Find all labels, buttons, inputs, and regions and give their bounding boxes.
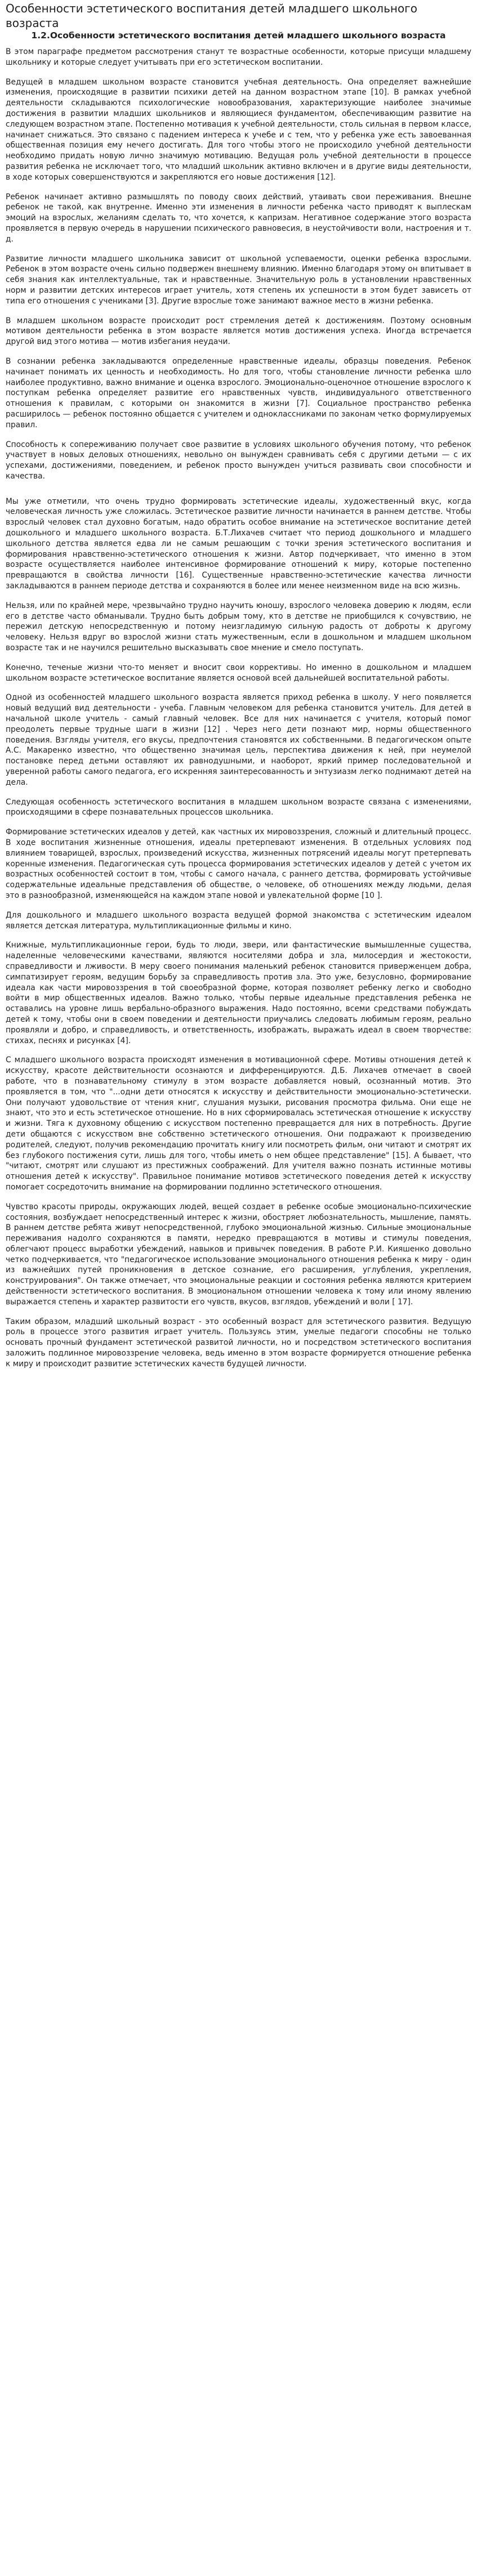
paragraph-emotions: Ребенок начинает активно размышлять по поводу своих действий, утаивать свои переживания. Внешне ребенок не такой, как внутренне. Именно эти изменения в личности ребенка часто приводят к выплескам эмоций на взрослых, желаниям сделать то, что хочется, к капризам. Негативное содержание этого возраста проявляется в первую очередь в нарушении психического равновесия, в неустойчивости воли, настроения и т. д. bbox=[6, 192, 471, 244]
paragraph-conclusion: Таким образом, младший школьный возраст - это особенный возраст для эстетического развития. Ведущую роль в процессе этого развития играет учитель. Пользуясь этим, умелые педагоги способны не только основать прочный фундамент эстетической развитой личности, но и посредством эстетического воспитания заложить подлинное мировоззрение человека, ведь именно в этом возрасте формируется отношение ребенка к миру и происходит развитие эстетических качеств будущей личности. bbox=[6, 1317, 471, 1368]
paragraph-personality: Развитие личности младшего школьника зависит от школьной успеваемости, оценки ребенка взрослыми. Ребенок в этом возрасте очень сильно подвержен внешнему влиянию. Именно благодаря этому он впитывает в себя знания как интеллектуальные, так и нравственные. Значительную роль в установлении нравственных норм и развитии детских интересов играет учитель, хотя степень их успешности в этом будет зависеть от типа его отношения с учениками [3]. Другие взрослые тоже занимают важное место в жизни ребенка. bbox=[6, 254, 471, 306]
paragraph-teacher: Одной из особенностей младшего школьного возраста является приход ребенка в школу. У него появляется новый ведущий вид деятельности - учеба. Главным человеком для ребенка становится учитель. Для детей в начальной школе учитель - самый главный человек. Все для них начинается с учителя, который помог преодолеть первые трудные шаги в жизни [12] . Через него дети познают мир, нормы общественного поведения. Взгляды учителя, его вкусы, предпочтения становятся их собственными. В педагогическом опыте А.С. Макаренко известно, что общественно значимая цель, перспектива движения к ней, при неумелой постановке перед детьми оставляют их равнодушными, и наоборот, яркий пример последовательной и уверенной работы самого педагога, его искренняя заинтересованность и энтузиазм легко поднимают детей на дела. bbox=[6, 693, 471, 787]
paragraph-intro: В этом параграфе предметом рассмотрения станут те возрастные особенности, которые присущи младшему школьнику и которые следует учитывать при его эстетическом воспитании. bbox=[6, 47, 471, 67]
paragraph-ideal-formation: Формирование эстетических идеалов у детей, как частных их мировоззрения, сложный и длительный процесс. В ходе воспитания жизненные отношения, идеалы претерпевают изменения. В отдельных условиях под влиянием товарищей, взрослых, произведений искусства, жизненных потрясений идеалы могут претерпевать коренные изменения. Педагогическая суть процесса формирования эстетических идеалов у детей с учетом их возрастных особенностей состоит в том, чтобы с самого начала, с раннего детства, формировать устойчивые содержательные идеальные представления об обществе, о человеке, об отношениях между людьми, делая это в разнообразной, изменяющейся на каждом этапе новой и увлекательной форме [10 ]. bbox=[6, 828, 471, 900]
paragraph-heroes: Книжные, мультипликационные герои, будь то люди, звери, или фантастические вымышленные существа, наделенные человеческими качествами, являются носителями добра и зла, милосердия и жестокости, справедливости и лживости. В меру своего понимания маленький ребенок становится приверженцем добра, симпатизирует героям, ведущим борьбу за справедливость против зла. Это уже, безусловно, формирование идеала как части мировоззрения в той своеобразной форме, которая позволяет ребенку легко и свободно войти в мир общественных идеалов. Важно только, чтобы первые идеальные представления ребенка не оставались на уровне лишь вербально-образного выражения. Надо постоянно, всеми средствами побуждать детей к тому, чтобы они в своем поведении и деятельности приучались следовать любимым героям, реально проявляли и добро, и справедливость, и ответственность, изображать, выражать идеал в своем творчестве: стихах, песнях и рисунках [4]. bbox=[6, 941, 471, 1045]
paragraph-life-changes: Конечно, теченые жизни что-то меняет и вносит свои коррективы. Но именно в дошкольном и младшем школьном возрасте эстетическое воспитание является основой всей дальнейшей воспитательной работы. bbox=[6, 663, 471, 683]
paragraph-aesthetic-ideals: Мы уже отметили, что очень трудно формировать эстетические идеалы, художественный вкус, когда человеческая личность уже сложилась. Эстетическое развитие личности начинается в раннем детстве. Чтобы взрослый человек стал духовно богатым, надо обратить особое внимание на эстетическое воспитание детей дошкольного и младшего школьного возраста. Б.Т.Лихачев считает что период дошкольного и младшего школьного детства является едва ли не самым решающим с точки зрения эстетического воспитания и формирования нравственно-эстетического отношения к жизни. Автор подчеркивает, что именно в этом возрасте осуществляется наиболее интенсивное формирование отношений к миру, которые постепенно превращаются в свойства личности [16]. Существенные нравственно-эстетические качества личности закладываются в раннем периоде детства и сохраняются в более или менее неизменном виде на всю жизнь. bbox=[6, 497, 471, 591]
paragraph-motivation: С младшего школьного возраста происходят изменения в мотивационной сфере. Мотивы отношения детей к искусству, красоте действительности осознаются и дифференцируются. Д.Б. Лихачев отмечает в своей работе, что в познавательному стимулу в этом возрасте добавляется новый, осознанный мотив. Это проявляется в том, что "...одни дети относятся к искусству и действительности эмоционально-эстетически. Они получают удовольствие от чтения книг, слушания музыки, рисования просмотра фильма. Они еще не знают, что это и есть эстетическое отношение. Но в них сформировалась эстетическая отношение к искусству и жизни. Тяга к духовному общению с искусством постепенно превращается для них в потребность. Другие дети общаются с искусством вне собственно эстетического отношения. Они подражают к произведению родителей, следуют, получив рекомендацию прочитать книгу или посмотреть фильм, они читают и смотрят их без глубокого постижения сути, лишь для того, чтобы иметь о нем общее представление" [15]. А бывает, что "читают, смотрят или слушают из престижных соображений. Для учителя важно познать истинные мотивы отношения детей к искусству". Правильное понимание мотивов эстетического поведения детей к искусству помогает сосредоточить внимание на формировании подлинно эстетического отношения. bbox=[6, 1056, 471, 1192]
paragraph-cognitive: Следующая особенность эстетического воспитания в младшем школьном возрасте связана с изменениями, происходящими в сфере познавательных процессов школьника. bbox=[6, 797, 471, 817]
paragraph-achievement: В младшем школьном возрасте происходит рост стремления детей к достижениям. Поэтому основным мотивом деятельности ребенка в этом возрасте является мотив достижения успеха. Иногда встречается другой вид этого мотива — мотив избегания неудачи. bbox=[6, 316, 471, 347]
paragraph-empathy: Способность к сопереживанию получает свое развитие в условиях школьного обучения потому, что ребенок участвует в новых деловых отношениях, невольно он вынужден сравнивать себя с другими детьми — с их успехами, достижениями, поведением, и ребенок просто вынужден учиться развивать свои способности и качества. bbox=[6, 440, 471, 481]
paragraph-leading-activity: Ведущей в младшем школьном возрасте становится учебная деятельность. Она определяет важнейшие изменения, происходящие в развитии психики детей на данном возрастном этапе [10]. В рамках учебной деятельности складываются психологические новообразования, характеризующие наиболее значимые достижения в развитии младших школьников и являющиеся фундаментом, обеспечивающим развитие на следующем возрастном этапе. Постепенно мотивация к учебной деятельности, столь сильная в первом классе, начинает снижаться. Это связано с падением интереса к учебе и с тем, что у ребенка уже есть завоеванная общественная позиция ему нечего достигать. Для того чтобы этого не происходило учебной деятельности необходимо придать новую лично значимую мотивацию. Ведущая роль учебной деятельности в процессе развития ребенка не исключает того, что младший школьник активно включен и в другие виды деятельности, в ходе которых совершенствуются и закрепляются его новые достижения [12]. bbox=[6, 77, 471, 182]
document-title: Особенности эстетического воспитания детей младшего школьного возраста bbox=[6, 2, 417, 30]
document-page bbox=[0, 1, 477, 1396]
paragraph-moral-ideals: В сознании ребенка закладываются определенные нравственные идеалы, образцы поведения. Ребенок начинает понимать их ценность и необходимость. Но для того, чтобы становление личности ребенка шло наиболее продуктивно, важно внимание и оценка взрослого. Эмоционально-оценочное отношение взрослого к поступкам ребенка определяет развитие его нравственных чувств, индивидуального ответственного отношения к правилам, с которыми он знакомится в жизни [7]. Социальное пространство ребенка расширилось — ребенок постоянно общается с учителем и одноклассниками по законам четко формулируемых правил. bbox=[6, 356, 471, 430]
paragraph-literature: Для дошкольного и младшего школьного возраста ведущей формой знакомства с эстетическим идеалом является детская литература, мультипликационные фильмы и кино. bbox=[6, 910, 471, 931]
section-heading: 1.2.Особенности эстетического воспитания детей младшего школьного возраста bbox=[31, 30, 446, 41]
paragraph-trust: Нельзя, или по крайней мере, чрезвычайно трудно научить юношу, взрослого человека доверию к людям, если его в детстве часто обманывали. Трудно быть добрым тому, кто в детстве не приобщился к сочувствию, не пережил детскую непосредственную и потому неизгладимую сильную радость от доброты к другому человеку. Нельзя вдруг во взрослой жизни стать мужественным, если в дошкольном и младшем школьном возрасте так и не научился решительно высказывать свое мнение и смело поступать. bbox=[6, 601, 471, 653]
paragraph-beauty: Чувство красоты природы, окружающих людей, вещей создает в ребенке особые эмоционально-психические состояния, возбуждает непосредственный интерес к жизни, обостряет любознательность, мышление, память. В раннем детстве ребята живут непосредственной, глубоко эмоциональной жизнью. Сильные эмоциональные переживания надолго сохраняются в памяти, нередко превращаются в мотивы и стимулы поведения, облегчают процесс выработки убеждений, навыков и привычек поведения. В работе Р.И. Кияшенко довольно четко подчеркивается, что "педагогическое использование эмоционального отношения ребенка к миру - один из важнейших путей проникновения в детское сознание, его расширения, углубления, укрепления, конструирования". Он также отмечает, что эмоциональные реакции и состояния ребенка являются критерием действенности эстетического воспитания. В эмоциональном отношении человека к тому или иному явлению выражается степень и характер развитости его чувств, вкусов, взглядов, убеждений и воли [ 17]. bbox=[6, 1202, 471, 1307]
